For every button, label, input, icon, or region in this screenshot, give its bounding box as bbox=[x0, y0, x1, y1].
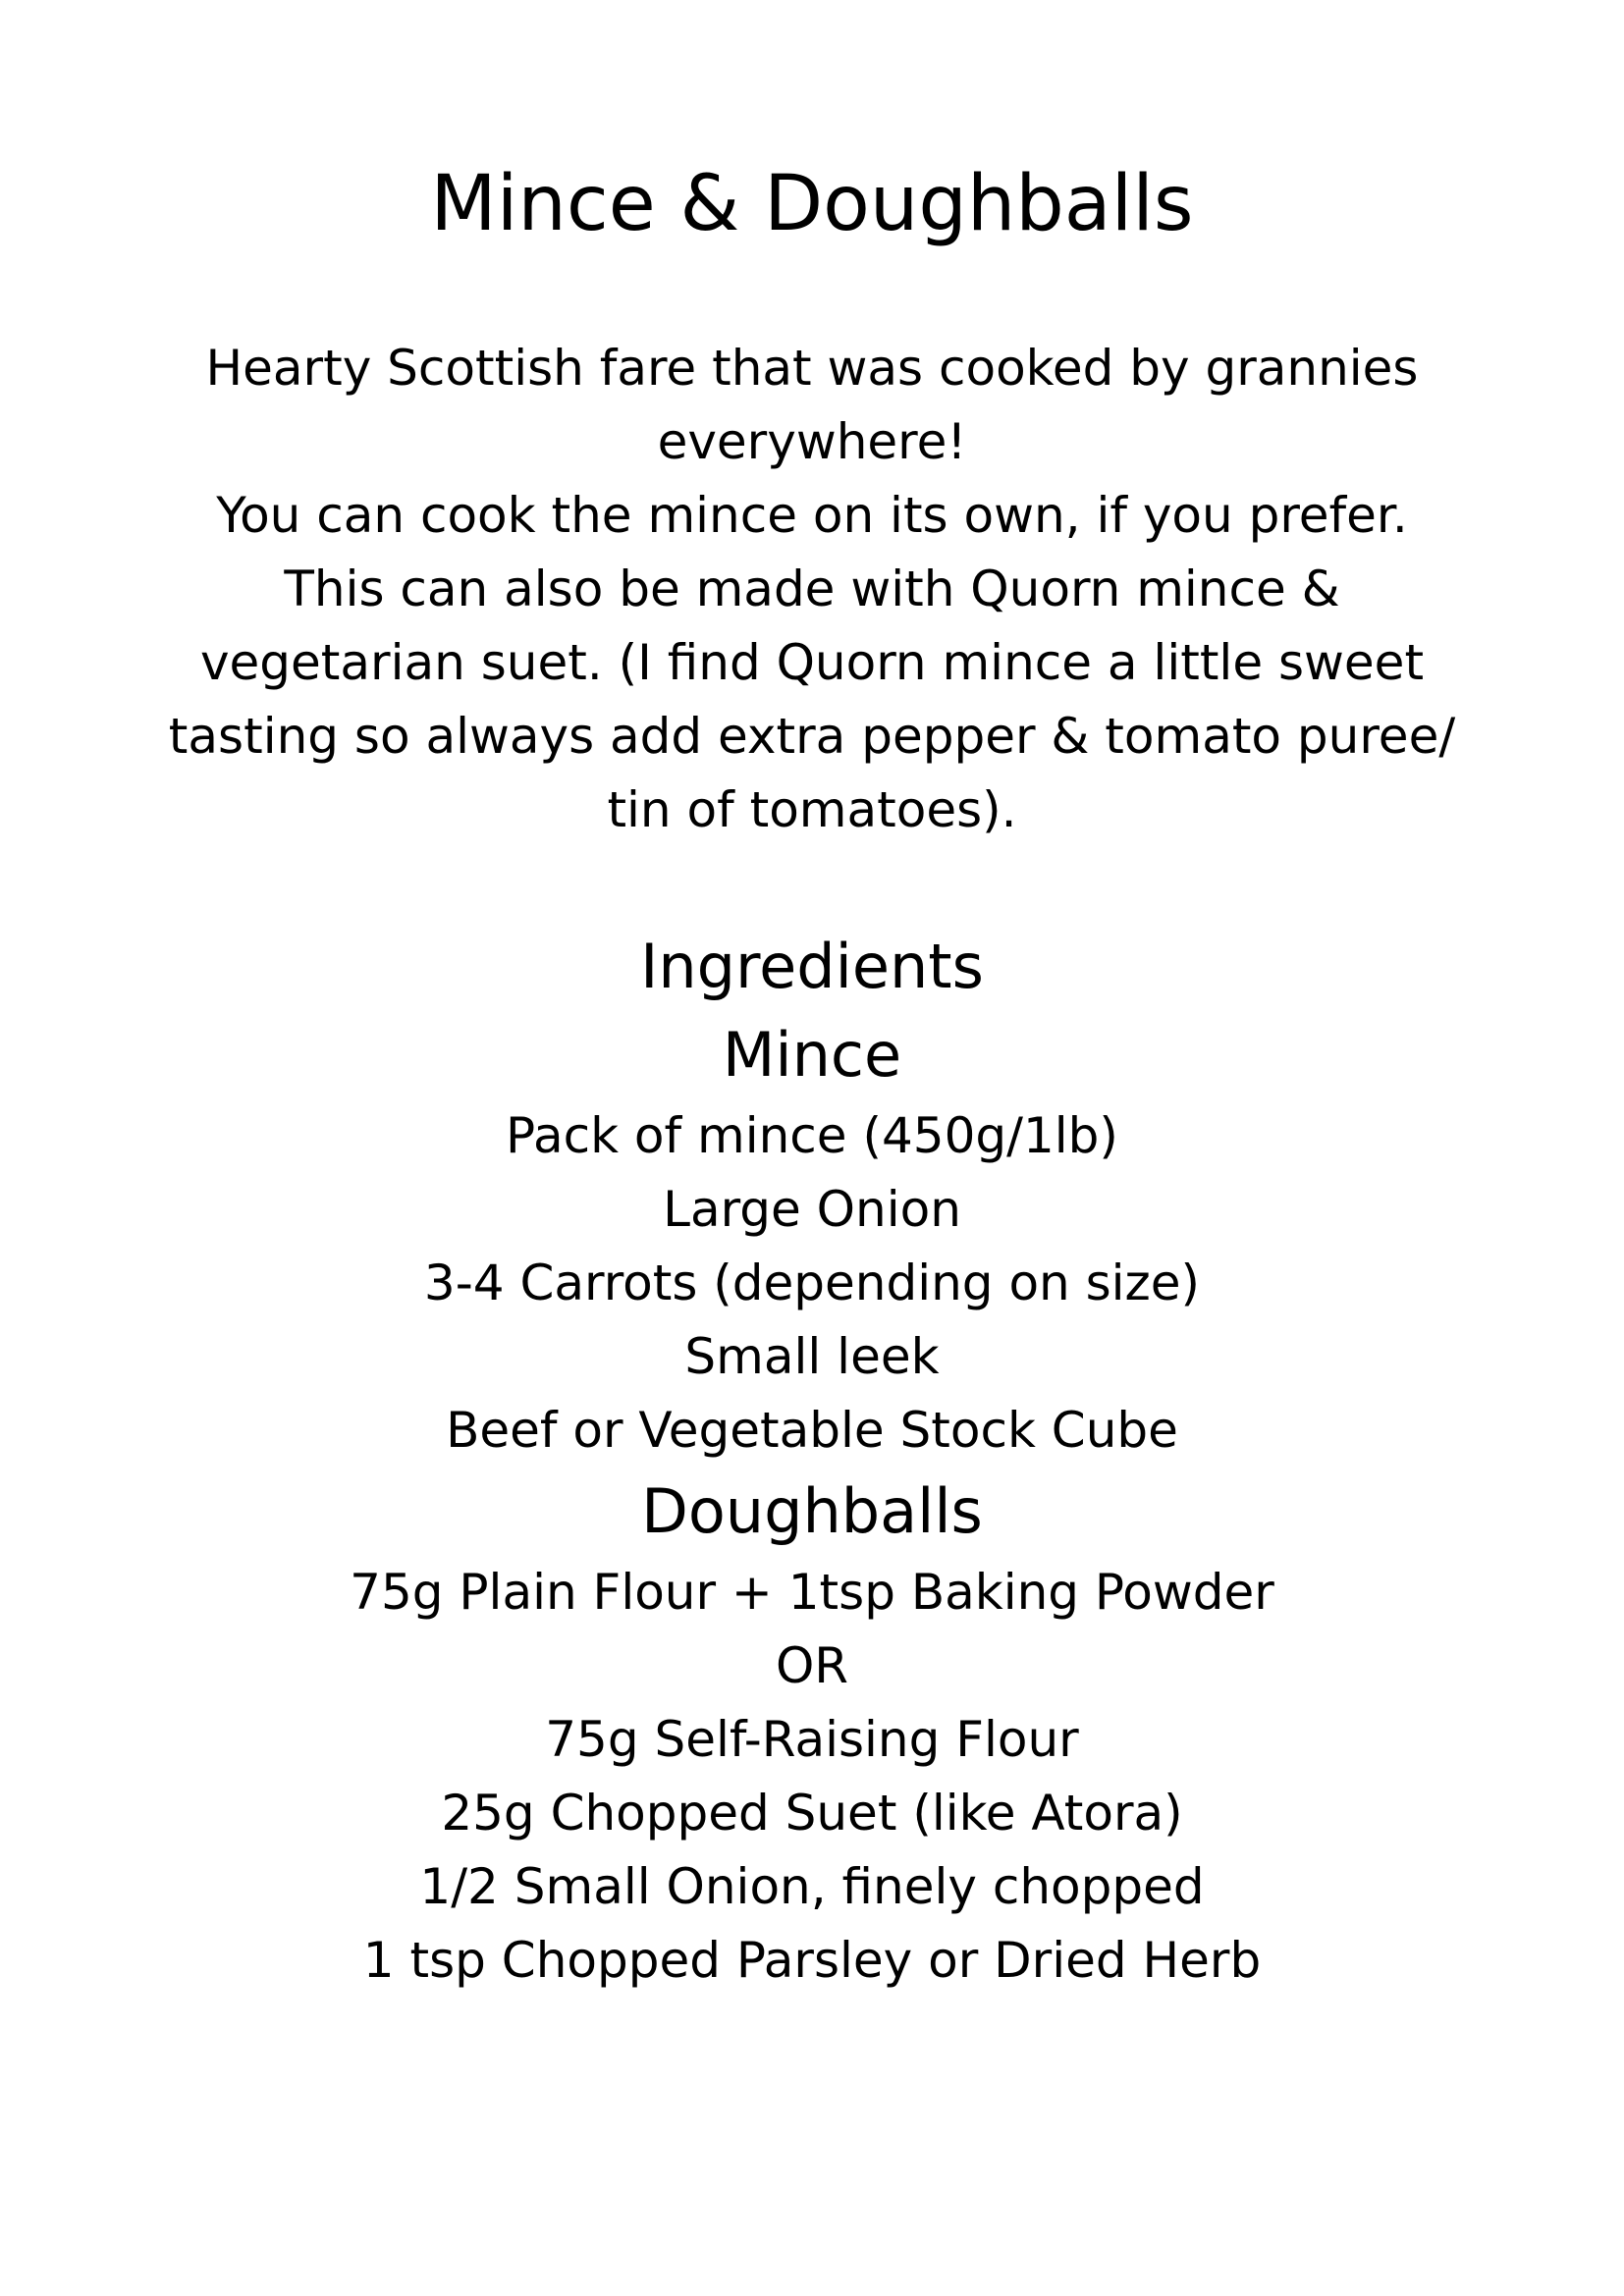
intro-line: This can also be made with Quorn mince & bbox=[284, 561, 1340, 617]
ingredient-item: 25g Chopped Suet (like Atora) bbox=[441, 1785, 1183, 1842]
ingredients-heading: Ingredients bbox=[640, 931, 984, 1002]
ingredient-item: 1 tsp Chopped Parsley or Dried Herb bbox=[362, 1932, 1262, 1989]
ingredient-item: Large Onion bbox=[663, 1181, 961, 1238]
ingredient-item: 1/2 Small Onion, finely chopped bbox=[419, 1858, 1205, 1915]
mince-section bbox=[0, 1011, 1624, 1468]
intro-line: everywhere! bbox=[657, 413, 967, 470]
ingredient-item: 75g Plain Flour + 1tsp Baking Powder bbox=[350, 1564, 1274, 1621]
intro-line: vegetarian suet. (I find Quorn mince a little sweet bbox=[199, 634, 1425, 691]
ingredient-item: Beef or Vegetable Stock Cube bbox=[446, 1402, 1178, 1459]
section-heading-doughballs: Doughballs bbox=[641, 1475, 983, 1547]
recipe-intro bbox=[118, 332, 1506, 847]
doughballs-section bbox=[0, 1468, 1624, 1998]
ingredient-item: Small leek bbox=[684, 1328, 940, 1385]
ingredient-item: Pack of mince (450g/1lb) bbox=[506, 1107, 1118, 1164]
section-heading-mince: Mince bbox=[722, 1019, 902, 1091]
ingredient-item: 3-4 Carrots (depending on size) bbox=[423, 1255, 1201, 1311]
intro-line: tin of tomatoes). bbox=[607, 781, 1017, 838]
ingredient-item: 75g Self-Raising Flour bbox=[545, 1711, 1079, 1768]
intro-line: tasting so always add extra pepper & tomato puree/ bbox=[168, 708, 1456, 765]
intro-line: You can cook the mince on its own, if you prefer. bbox=[216, 487, 1408, 544]
recipe-title: Mince & Doughballs bbox=[430, 160, 1194, 248]
ingredient-item: OR bbox=[775, 1637, 849, 1694]
intro-line: Hearty Scottish fare that was cooked by grannies bbox=[205, 340, 1419, 397]
